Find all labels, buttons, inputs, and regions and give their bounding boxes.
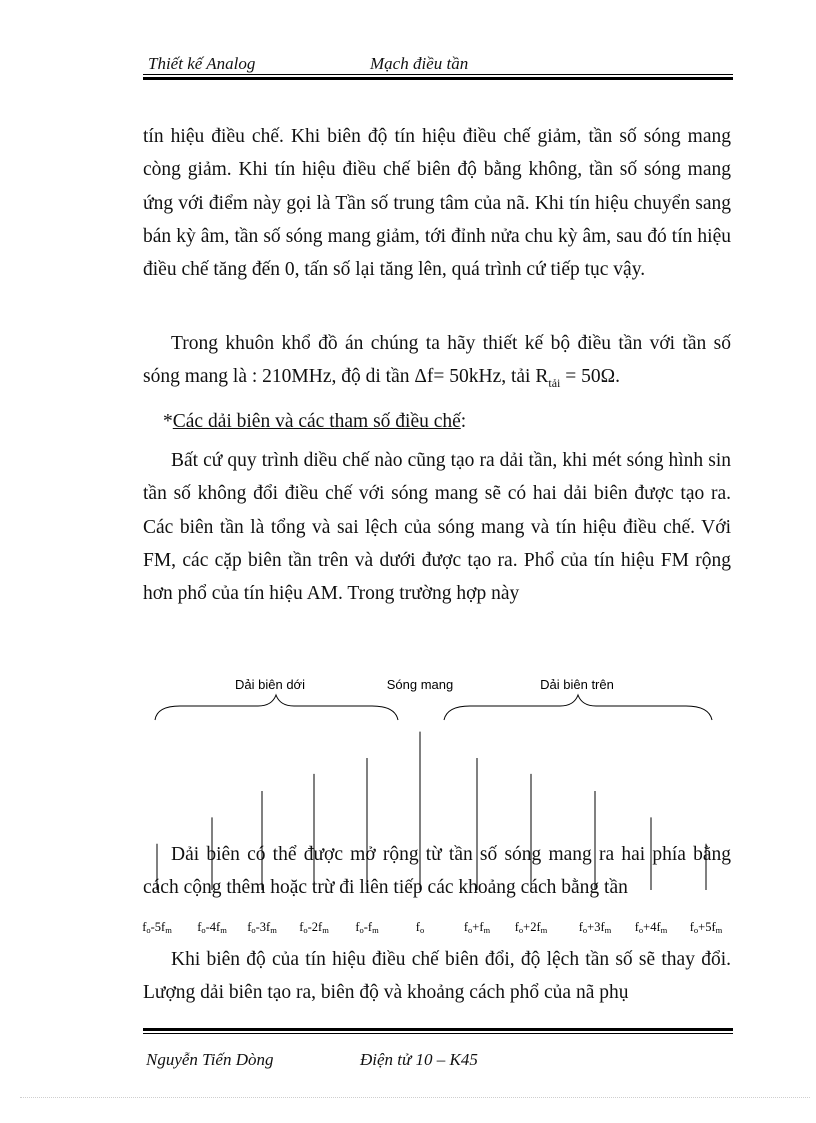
tick-label-fo+2fm: fo+2fm (514, 920, 548, 935)
tick-label-fo-4fm: fo-4fm (197, 920, 227, 935)
upper-sideband-label: Dải biên trên (540, 677, 614, 692)
footer-rule-bottom (143, 1033, 733, 1034)
footer-rule-top (143, 1028, 733, 1031)
tick-label-fo+3fm: fo+3fm (578, 920, 612, 935)
page-edge-dots (20, 1097, 810, 1098)
heading-colon: : (460, 411, 467, 432)
tick-label-fo+5fm: fo+5fm (689, 920, 723, 935)
footer-class: Điện tử 10 – K45 (360, 1050, 478, 1069)
header-rule-bottom (143, 77, 733, 80)
paragraph-2-text: Trong khuôn khổ đồ án chúng ta hãy thiết kế bộ điều tần với tần số sóng mang là : 210MHz, độ di tần Δf= 50kHz, tải R (143, 333, 731, 388)
paragraph-4: Dải biên có thể được mở rộng từ tần số sóng mang ra hai phía bằng cách cộng thêm hoặc trừ đi liên tiếp các khoảng cách bằng tần (143, 844, 731, 899)
paragraph-2-tail: = 50Ω. (560, 366, 620, 388)
heading-text: Các dải biên và các tham số điều chế (172, 411, 461, 432)
upper-sideband-brace (444, 695, 712, 720)
paragraph-1: tín hiệu điều chế. Khi biên độ tín hiệu điều chế giảm, tần số sóng mang còng giảm. Khi tín hiệu điều chế biên độ bằng không, tần số sóng mang ứng với điểm này gọi là Tần số trung tâm của nã. Khi tín hiệu chuyển sang bán kỳ âm, tần số sóng mang giảm, tới đỉnh nửa chu kỳ âm, sau đó tín hiệu điều chế tăng đến 0, tấn số lại tăng lên, quá trình cứ tiếp tục vậy. (143, 126, 731, 281)
footer-author: Nguyễn Tiến Dòng (146, 1050, 274, 1069)
tick-label-fo-fm: fo-fm (355, 920, 379, 935)
tick-label-fo-3fm: fo-3fm (247, 920, 277, 935)
tick-label-fo+4fm: fo+4fm (634, 920, 668, 935)
paragraph-3: Bất cứ quy trình diều chế nào cũng tạo ra dải tần, khi mét sóng hình sin tần số không đổi điều chế với sóng mang sẽ có hai dải biên được tạo ra. Các biên tần là tổng và sai lệch của sóng mang và tín hiệu điều chế. Với FM, các cặp biên tần trên và dưới được tạo ra. Phổ của tín hiệu FM rộng hơn phổ của tín hiệu AM. Trong trường hợp này (143, 450, 731, 605)
heading-star: * (163, 411, 173, 432)
section-heading (163, 405, 466, 438)
lower-sideband-label: Dải biên dới (235, 677, 305, 692)
carrier-label: Sóng mang (386, 677, 454, 692)
tick-label-fo+fm: fo+fm (463, 920, 491, 935)
paragraph-5: Khi biên độ của tín hiệu điều chế biên đổi, độ lệch tần số sẽ thay đổi. Lượng dải biên tạo ra, biên độ và khoảng cách phổ của nã phụ (143, 949, 731, 1004)
header-right-title: Mạch điều tần (370, 54, 469, 73)
paragraph-2-subscript: tải (548, 376, 561, 391)
tick-label-fo-2fm: fo-2fm (299, 920, 329, 935)
paragraph-2 (143, 327, 731, 400)
tick-label-fo: fo (415, 920, 425, 935)
header-rule-top (143, 74, 733, 75)
lower-sideband-brace (155, 695, 398, 720)
tick-label-fo-5fm: fo-5fm (142, 920, 172, 935)
header-left-title: Thiết kế Analog (148, 54, 256, 73)
